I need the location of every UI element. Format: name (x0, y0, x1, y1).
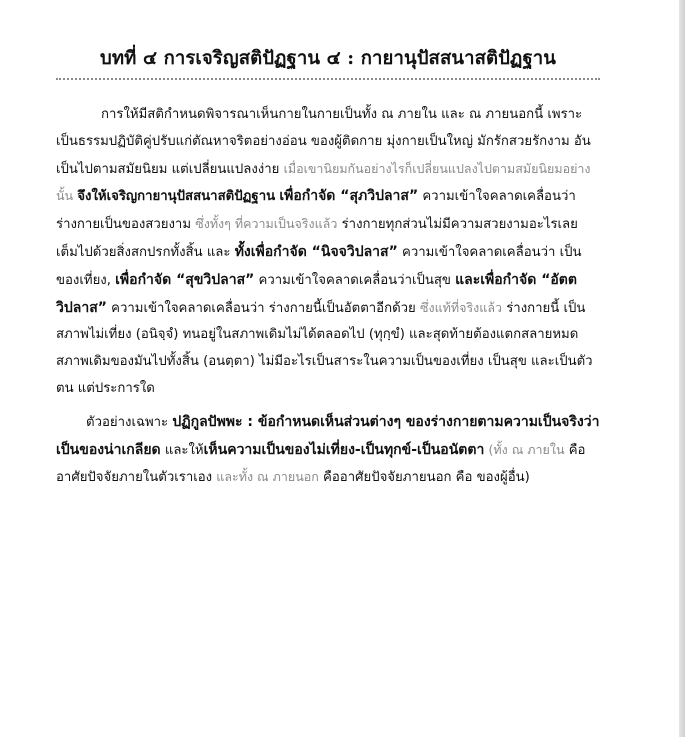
chapter-heading: บทที่ ๔ การเจริญสติปัฏฐาน ๔ : กายานุปัสสนาสติปัฏฐาน (99, 48, 556, 69)
dotted-divider (56, 78, 600, 80)
p2-text-6: คืออาศัยปัจจัยภายในตัวเราเอง (56, 442, 586, 486)
p1-text-2: เมื่อเขานิยมกันอย่างไรก็เปลี่ยนแปลงไปตามสมัยนิยมอย่างนั้น (56, 160, 591, 204)
p1-text-5: ความเข้าใจคลาดเคลื่อนว่า ร่างกายเป็นของสวยงาม (56, 189, 576, 233)
p2-text-1: ตัวอย่างเฉพาะ (86, 414, 169, 430)
p1-text-15: ร่างกายนี้ เป็นสภาพไม่เที่ยง (อนิจฺจํ) ทนอยู่ในสภาพเดิมไม่ได้ตลอดไป (ทุกฺขํ) และสุดท้ายต้องแตกสลายหมดสภาพเดิมของมันไปทั้งสิ้น (อนตฺตา) ไม่มีอะไรเป็นสาระในความเป็นของเที่ยง เป็นสุข และเป็นตัวตน แต่ประการใด (56, 300, 593, 396)
p1-text-1: การให้มีสติกำหนดพิจารณาเห็นกายในกายเป็นทั้ง ณ ภายใน และ ณ ภายนอกนี้ เพราะเป็นธรรมปฏิบัติคู่ปรับแก่ตัณหาจริตอย่างอ่อน ของผู้ติดกาย มุ่งกายเป็นใหญ่ มักรักสวยรักงาม อันเป็นไปตามสมัยนิยม แต่เปลี่ยนแปลงง่าย (56, 107, 591, 177)
p2-text-5: (ทั้ง ณ ภายใน (488, 441, 565, 457)
p2-text-7: และทั้ง ณ ภายนอก (216, 469, 319, 485)
p2-text-4: เห็นความเป็นของไม่เที่ยง-เป็นทุกข์-เป็นอนัตตา (203, 441, 485, 458)
p2-text-3: และให้ (164, 442, 204, 458)
p1-text-7: ร่างกายทุกส่วนไม่มีความสวยงามอะไรเลย เต็มไปด้วยสิ่งสกปรกทั้งสิ้น และ (56, 217, 578, 260)
p2-text-8: คืออาศัยปัจจัยภายนอก คือ ของผู้อื่น) (323, 470, 530, 486)
p2-text-2: ปฏิกูลปัพพะ : ข้อกำหนดเห็นส่วนต่างๆ ของร่างกายตามความเป็นจริงว่าเป็นของน่าเกลียด (56, 413, 600, 458)
page-edge-shadow (679, 0, 685, 737)
p1-text-6: ซึ่งทั้งๆ ที่ความเป็นจริงแล้ว (195, 216, 338, 232)
p1-text-4: เพื่อกำจัด “สุภวิปลาส” (279, 188, 419, 205)
p1-text-10: เพื่อกำจัด “สุขวิปลาส” (115, 271, 255, 288)
p1-text-3: จึงให้เจริญกายานุปัสสนาสติปัฏฐาน (77, 189, 276, 205)
p1-text-12: และเพื่อกำจัด “อัตตวิปลาส” (56, 271, 577, 316)
p1-text-14: ซึ่งแท้ที่จริงแล้ว (420, 299, 503, 315)
document-page (56, 44, 600, 492)
p1-text-9: ความเข้าใจคลาดเคลื่อนว่า เป็นของเที่ยง, (56, 244, 582, 288)
p1-text-11: ความเข้าใจคลาดเคลื่อนว่าเป็นสุข (258, 272, 451, 288)
p1-text-13: ความเข้าใจคลาดเคลื่อนว่า ร่างกายนี้เป็นอัตตาอีกด้วย (111, 300, 416, 316)
paragraph-2 (56, 409, 600, 492)
p1-text-8: ทั้งเพื่อกำจัด “นิจจวิปลาส” (234, 243, 398, 260)
paragraph-1 (56, 102, 600, 403)
